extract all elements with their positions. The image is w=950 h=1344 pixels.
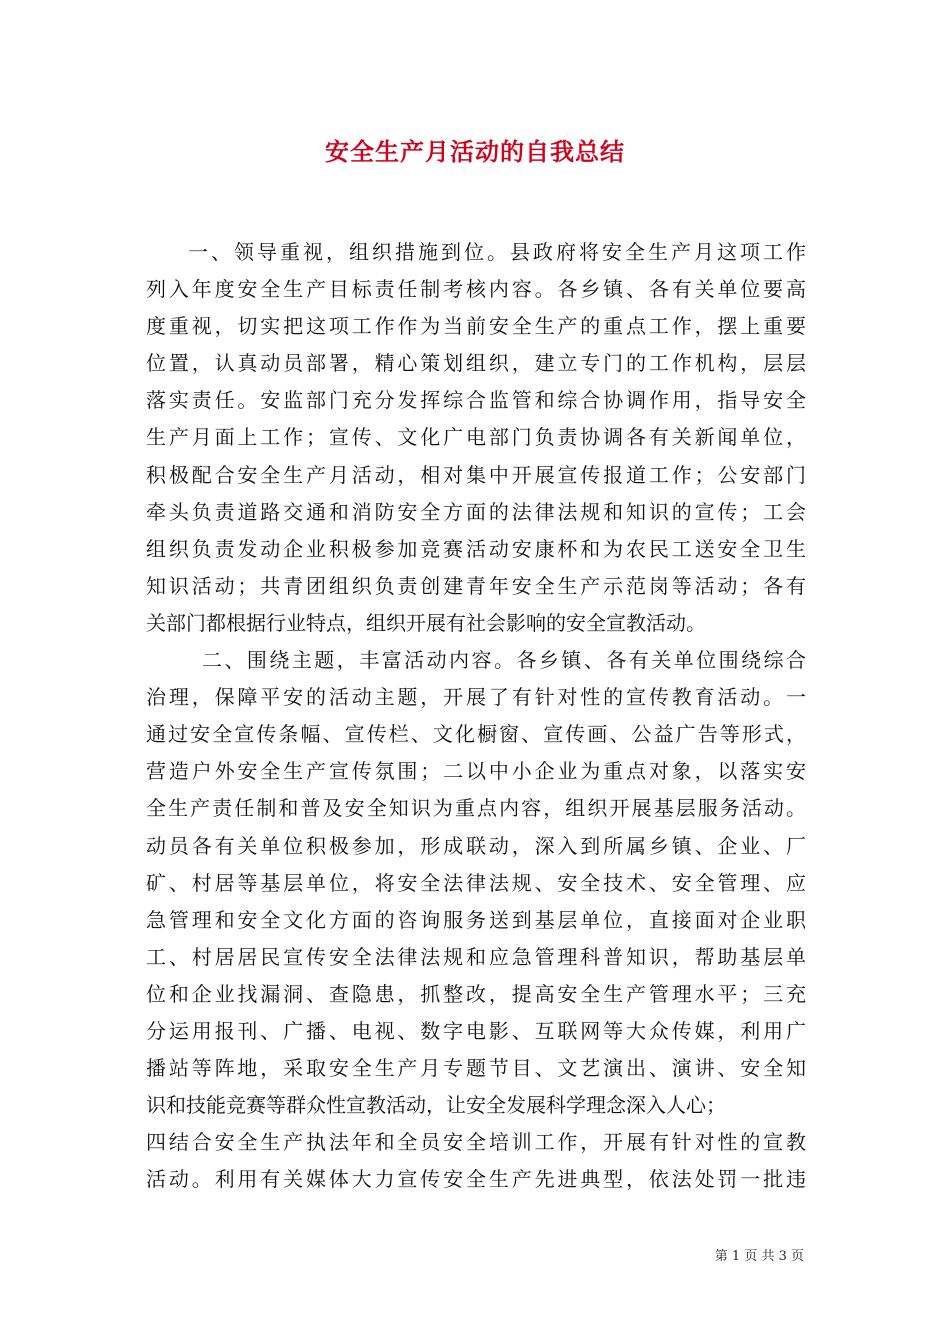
text-line: 四结合安全生产执法年和全员安全培训工作，开展有针对性的宣教 — [146, 1130, 806, 1155]
text-line: 分运用报刊、广播、电视、数字电影、互联网等大众传媒，利用广 — [146, 1018, 806, 1043]
page-number-footer: 第 1 页 共 3 页 — [714, 1249, 804, 1264]
text-line: 知识活动；共青团组织负责创建青年安全生产示范岗等活动；各有 — [146, 573, 806, 598]
text-line: 二、围绕主题，丰富活动内容。各乡镇、各有关单位围绕综合 — [202, 648, 806, 673]
document-body — [146, 234, 806, 1198]
text-line: 关部门都根据行业特点，组织开展有社会影响的安全宣教活动。 — [146, 610, 706, 635]
text-line: 一、领导重视，组织措施到位。县政府将安全生产月这项工作 — [188, 240, 806, 264]
text-line: 通过安全宣传条幅、宣传栏、文化橱窗、宣传画、公益广告等形式， — [146, 722, 806, 747]
text-line: 生产月面上工作；宣传、文化广电部门负责协调各有关新闻单位， — [146, 425, 806, 450]
text-line: 落实责任。安监部门充分发挥综合监管和综合协调作用，指导安全 — [146, 388, 806, 413]
text-line: 营造户外安全生产宣传氛围；二以中小企业为重点对象，以落实安 — [146, 759, 806, 784]
text-line: 动员各有关单位积极参加，形成联动，深入到所属乡镇、企业、厂 — [146, 833, 806, 858]
text-line: 治理，保障平安的活动主题，开展了有针对性的宣传教育活动。一 — [146, 685, 806, 710]
document-title: 安全生产月活动的自我总结 — [325, 137, 625, 166]
text-line: 位置，认真动员部署，精心策划组织，建立专门的工作机构，层层 — [146, 351, 806, 376]
text-line: 牵头负责道路交通和消防安全方面的法律法规和知识的宣传；工会 — [146, 499, 806, 524]
text-line: 识和技能竞赛等群众性宣教活动，让安全发展科学理念深入人心； — [146, 1093, 726, 1118]
text-line: 急管理和安全文化方面的咨询服务送到基层单位，直接面对企业职 — [146, 907, 806, 932]
text-line: 积极配合安全生产月活动，相对集中开展宣传报道工作；公安部门 — [146, 462, 806, 487]
text-line: 全生产责任制和普及安全知识为重点内容，组织开展基层服务活动。 — [146, 796, 806, 821]
text-line: 矿、村居等基层单位，将安全法律法规、安全技术、安全管理、应 — [146, 870, 806, 895]
text-line: 组织负责发动企业积极参加竞赛活动安康杯和为农民工送安全卫生 — [146, 536, 806, 561]
text-line: 工、村居居民宣传安全法律法规和应急管理科普知识，帮助基层单 — [146, 944, 806, 969]
text-line: 位和企业找漏洞、查隐患，抓整改，提高安全生产管理水平；三充 — [146, 981, 806, 1006]
text-line: 度重视，切实把这项工作作为当前安全生产的重点工作，摆上重要 — [146, 314, 806, 339]
text-line: 列入年度安全生产目标责任制考核内容。各乡镇、各有关单位要高 — [146, 277, 806, 302]
text-line: 播站等阵地，采取安全生产月专题节目、文艺演出、演讲、安全知 — [146, 1056, 806, 1081]
text-line: 活动。利用有关媒体大力宣传安全生产先进典型，依法处罚一批违 — [146, 1167, 806, 1192]
